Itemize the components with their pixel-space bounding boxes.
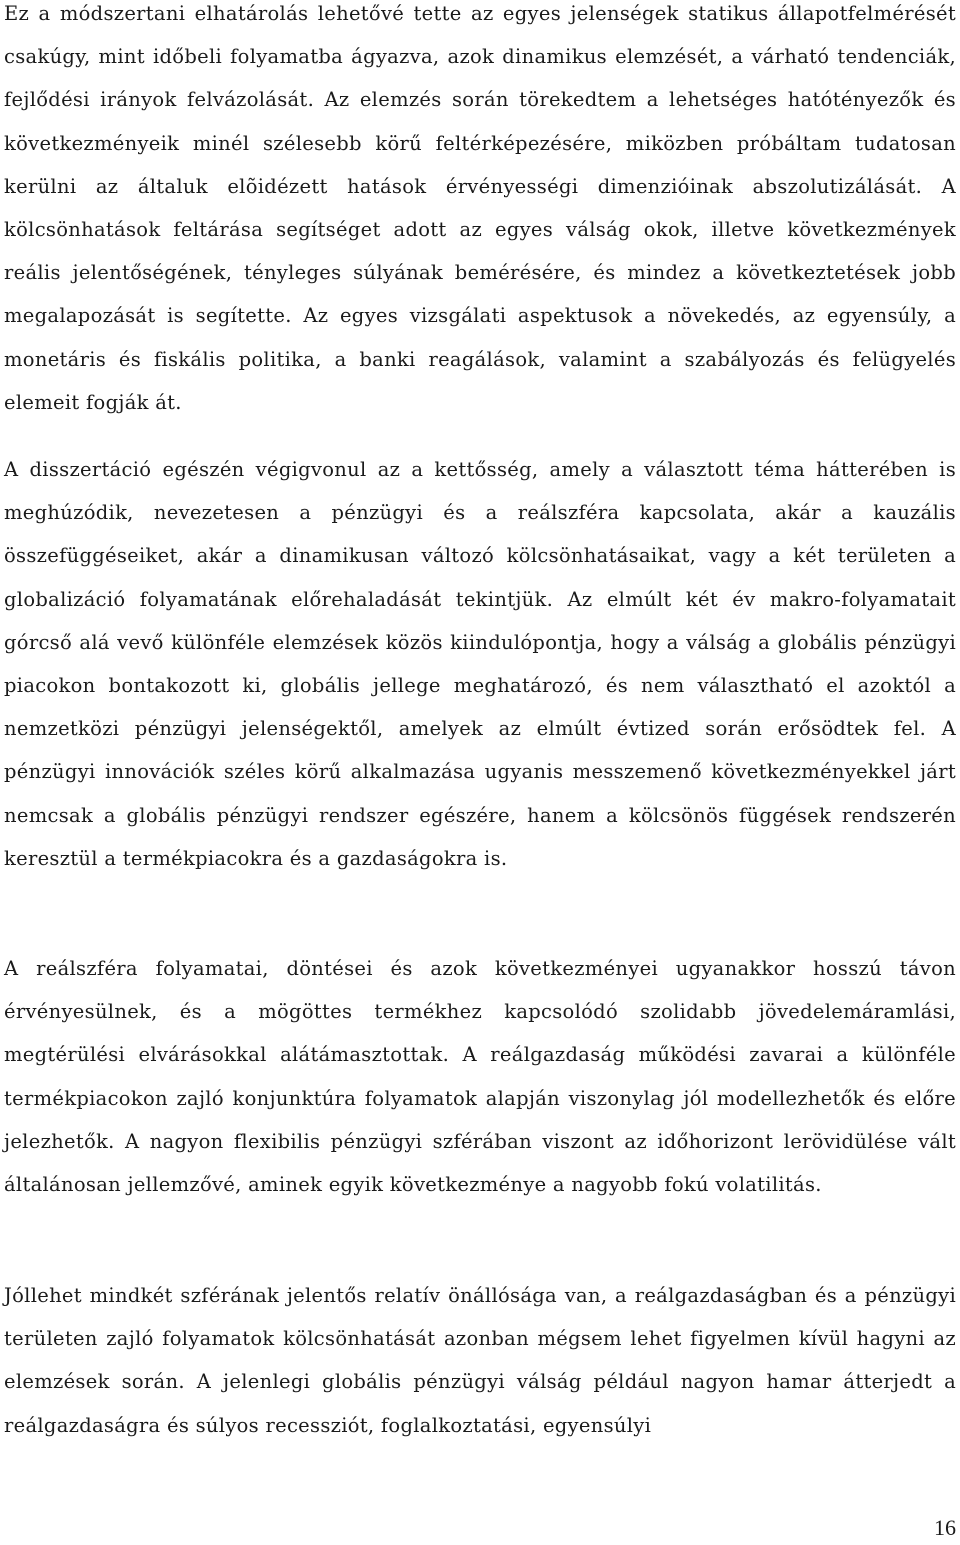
page-number: 16 — [934, 1515, 956, 1540]
paragraph-methodology: Ez a módszertani elhatárolás lehetővé tette az egyes jelenségek statikus állapotfelmérését csakúgy, mint időbeli folyamatba ágyazva, azok dinamikus elemzését, a várható tendenciák, fejlődési irányok felvázolását. Az elemzés során törekedtem a lehetséges hatótényezők és következményeik minél szélesebb körű feltérképezésére, miközben próbáltam tudatosan kerülni az általuk elõidézett hatások érvényességi dimenzióinak abszolutizálását. A kölcsönhatások feltárása segítséget adott az egyes válság okok, illetve következmények reális jelentőségének, tényleges súlyának bemérésére, és mindez a következtetések jobb megalapozását is segítette. Az egyes vizsgálati aspektusok a növekedés, az egyensúly, a monetáris és fiskális politika, a banki reagálások, valamint a szabályozás és felügyelés elemeit fogják át. — [4, 2, 956, 414]
paragraph-interaction: Jóllehet mindkét szférának jelentős relatív önállósága van, a reálgazdaságban és a pénzügyi területen zajló folyamatok kölcsönhatását azonban mégsem lehet figyelmen kívül hagyni az elemzések során. A jelenlegi globális pénzügyi válság például nagyon hamar átterjedt a reálgazdaságra és súlyos recessziót, foglalkoztatási, egyensúlyi — [4, 1284, 956, 1437]
paragraph-duality: A disszertáció egészén végigvonul az a kettősség, amely a választott téma hátterében is meghúzódik, nevezetesen a pénzügyi és a reálszféra kapcsolata, akár a kauzális összefüggéseiket, akár a dinamikusan változó kölcsönhatásaikat, vagy a két területen a globalizáció folyamatának előrehaladását tekintjük. Az elmúlt két év makro-folyamatait górcső alá vevő különféle elemzések közös kiindulópontja, hogy a válság a globális pénzügyi piacokon bontakozott ki, globális jellege meghatározó, és nem választható el azoktól a nemzetközi pénzügyi jelenségektől, amelyek az elmúlt évtized során erősödtek fel. A pénzügyi innovációk széles körű alkalmazása ugyanis messzemenő következményekkel járt nemcsak a globális pénzügyi rendszer egészére, hanem a kölcsönös függések rendszerén keresztül a termékpiacokra és a gazdaságokra is. — [4, 458, 956, 870]
paragraph-real-sphere: A reálszféra folyamatai, döntései és azok következményei ugyanakkor hosszú távon érvényesülnek, és a mögöttes termékhez kapcsolódó szolidabb jövedelemáramlási, megtérülési elvárásokkal alátámasztottak. A reálgazdaság működési zavarai a különféle termékpiacokon zajló konjunktúra folyamatok alapján viszonylag jól modellezhetők és előre jelezhetők. A nagyon flexibilis pénzügyi szférában viszont az időhorizont lerövidülése vált általánosan jellemzővé, aminek egyik következménye a nagyobb fokú volatilitás. — [4, 957, 956, 1197]
